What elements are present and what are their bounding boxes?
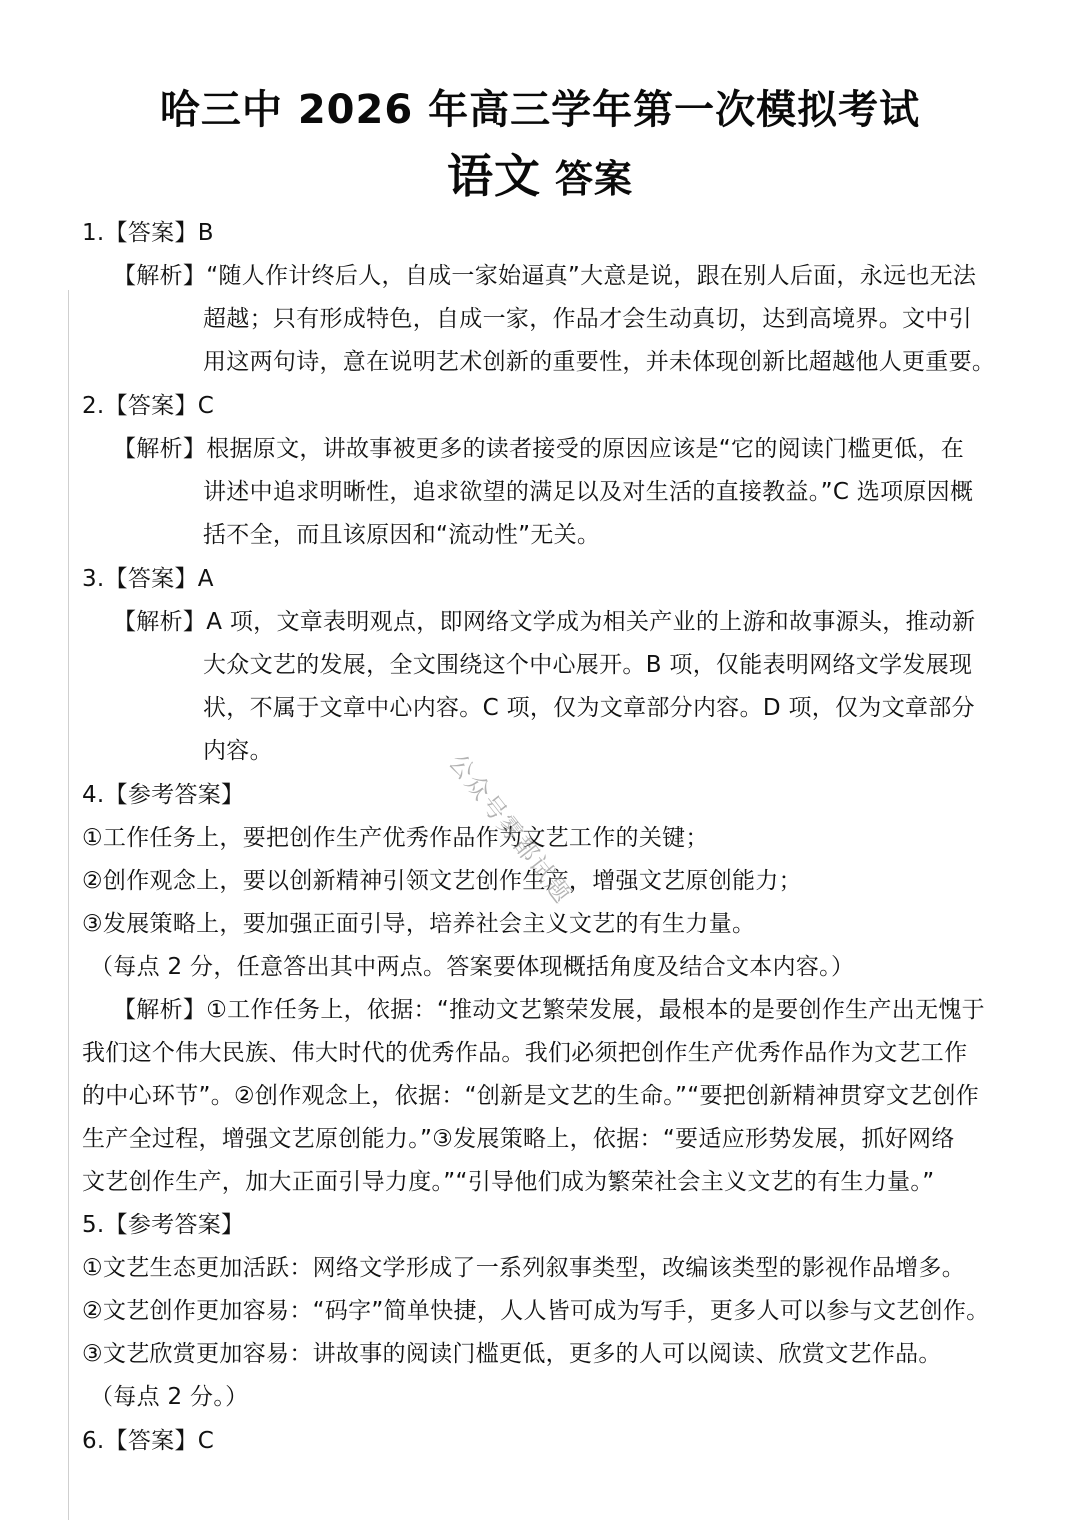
page-edge-line xyxy=(68,290,69,1520)
answer-label: 答案 xyxy=(554,157,633,201)
q2-analysis-cont: 括不全，而且该原因和“流动性”无关。 xyxy=(203,522,601,548)
q5-point: ③文艺欣赏更加容易：讲故事的阅读门槛更低，更多的人可以阅读、欣赏文艺作品。 xyxy=(82,1341,942,1367)
q3-analysis: 【解析】A 项，文章表明观点，即网络文学成为相关产业的上游和故事源头，推动新 xyxy=(113,609,976,635)
exam-title: 哈三中 2026 年高三学年第一次模拟考试 xyxy=(159,87,921,133)
q4-scoring: （每点 2 分，任意答出其中两点。答案要体现概括角度及结合文本内容。） xyxy=(90,954,855,980)
q4-analysis-cont: 的中心环节”。②创作观念上，依据：“创新是文艺的生命。”“要把创新精神贯穿文艺创作 xyxy=(82,1083,980,1109)
subject-title xyxy=(0,140,1080,206)
q3-analysis-cont: 内容。 xyxy=(203,738,273,764)
q4-point: ①工作任务上，要把创作生产优秀作品作为文艺工作的关键； xyxy=(82,825,709,851)
watermark-text: 公众号雾都试题 xyxy=(443,748,578,910)
q4-point: ③发展策略上，要加强正面引导，培养社会主义文艺的有生力量。 xyxy=(82,911,756,937)
q3-answer: 3.【答案】A xyxy=(82,566,214,592)
q4-answer: 4.【参考答案】 xyxy=(82,782,245,808)
q2-answer: 2.【答案】C xyxy=(82,393,215,419)
q5-point: ①文艺生态更加活跃：网络文学形成了一系列叙事类型，改编该类型的影视作品增多。 xyxy=(82,1255,966,1281)
q3-analysis-cont: 状，不属于文章中心内容。C 项，仅为文章部分内容。D 项，仅为文章部分 xyxy=(203,695,975,721)
q5-point: ②文艺创作更加容易：“码字”简单快捷，人人皆可成为写手，更多人可以参与文艺创作。 xyxy=(82,1298,990,1324)
q1-analysis-cont: 用这两句诗，意在说明艺术创新的重要性，并未体现创新比超越他人更重要。 xyxy=(203,349,996,375)
q6-answer: 6.【答案】C xyxy=(82,1428,215,1454)
q2-analysis: 【解析】根据原文，讲故事被更多的读者接受的原因应该是“它的阅读门槛更低，在 xyxy=(113,436,965,462)
q5-scoring: （每点 2 分。） xyxy=(90,1384,249,1410)
q1-analysis: 【解析】“随人作计终后人，自成一家始逼真”大意是说，跟在别人后面，永远也无法 xyxy=(113,263,977,289)
q4-point: ②创作观念上，要以创新精神引领文艺创作生产，增强文艺原创能力； xyxy=(82,868,802,894)
q4-analysis: 【解析】①工作任务上，依据：“推动文艺繁荣发展，最根本的是要创作生产出无愧于 xyxy=(113,997,985,1023)
q4-analysis-cont: 文艺创作生产，加大正面引导力度。”“引导他们成为繁荣社会主义文艺的有生力量。” xyxy=(82,1169,935,1195)
q1-analysis-cont: 超越；只有形成特色，自成一家，作品才会生动真切，达到高境界。文中引 xyxy=(203,306,972,332)
subject-name: 语文 xyxy=(446,149,541,203)
q1-answer: 1.【答案】B xyxy=(82,220,214,246)
q2-analysis-cont: 讲述中追求明晰性，追求欲望的满足以及对生活的直接教益。”C 选项原因概 xyxy=(203,479,974,505)
q5-answer: 5.【参考答案】 xyxy=(82,1212,245,1238)
q4-analysis-cont: 生产全过程，增强文艺原创能力。”③发展策略上，依据：“要适应形势发展，抓好网络 xyxy=(82,1126,955,1152)
q4-analysis-cont: 我们这个伟大民族、伟大时代的优秀作品。我们必须把创作生产优秀作品作为文艺工作 xyxy=(82,1040,968,1066)
q3-analysis-cont: 大众文艺的发展，全文围绕这个中心展开。B 项，仅能表明网络文学发展现 xyxy=(203,652,973,678)
